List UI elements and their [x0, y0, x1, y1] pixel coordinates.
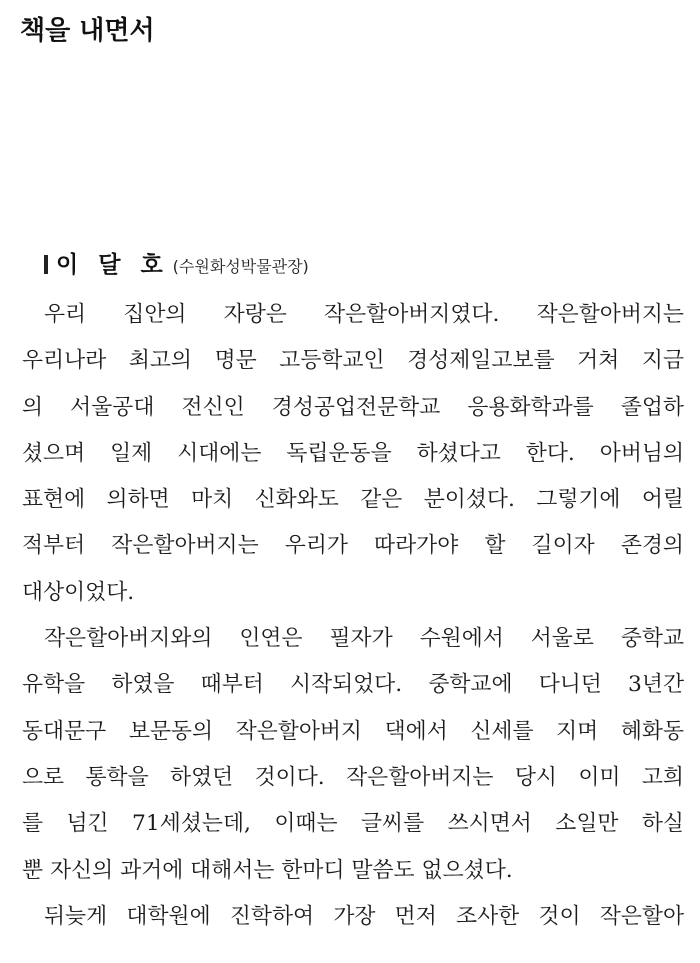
text-line: 의 서울공대 전신인 경성공업전문학교 응용화학과를 졸업하: [22, 394, 684, 420]
text-line: 뒤늦게 대학원에 진학하여 가장 먼저 조사한 것이 작은할아: [44, 903, 684, 929]
text-line: 작은할아버지와의 인연은 필자가 수원에서 서울로 중학교: [44, 626, 684, 652]
text-line: 우리 집안의 자랑은 작은할아버지였다. 작은할아버지는: [44, 302, 684, 327]
text-line: 우리나라 최고의 명문 고등학교인 경성제일고보를 거쳐 지금: [22, 348, 684, 374]
text-line: 표현에 의하면 마치 신화와도 같은 분이셨다. 그렇기에 어릴: [22, 487, 684, 513]
body-text: [22, 292, 684, 940]
text-line: 으로 통학을 하였던 것이다. 작은할아버지는 당시 이미 고희: [22, 764, 684, 790]
text-line: 뿐 자신의 과거에 대해서는 한마디 말씀도 없으셨다.: [22, 857, 513, 883]
text-line: 유학을 하였을 때부터 시작되었다. 중학교에 다니던 3년간: [22, 672, 684, 698]
text-line: 적부터 작은할아버지는 우리가 따라가야 할 길이자 존경의: [22, 533, 684, 559]
author-affiliation: (수원화성박물관장): [172, 257, 309, 276]
text-line: 동대문구 보문동의 작은할아버지 댁에서 신세를 지며 혜화동: [22, 718, 684, 744]
text-line: 를 넘긴 71세셨는데, 이때는 글씨를 쓰시면서 소일만 하실: [22, 811, 684, 837]
author-name: 이 달 호: [56, 252, 169, 278]
byline-bar-marker: [44, 255, 48, 274]
author-byline: [44, 246, 309, 279]
text-line: 셨으며 일제 시대에는 독립운동을 하셨다고 한다. 아버님의: [22, 440, 684, 466]
section-title: 책을 내면서: [20, 16, 155, 46]
text-line: 대상이었다.: [22, 579, 135, 605]
